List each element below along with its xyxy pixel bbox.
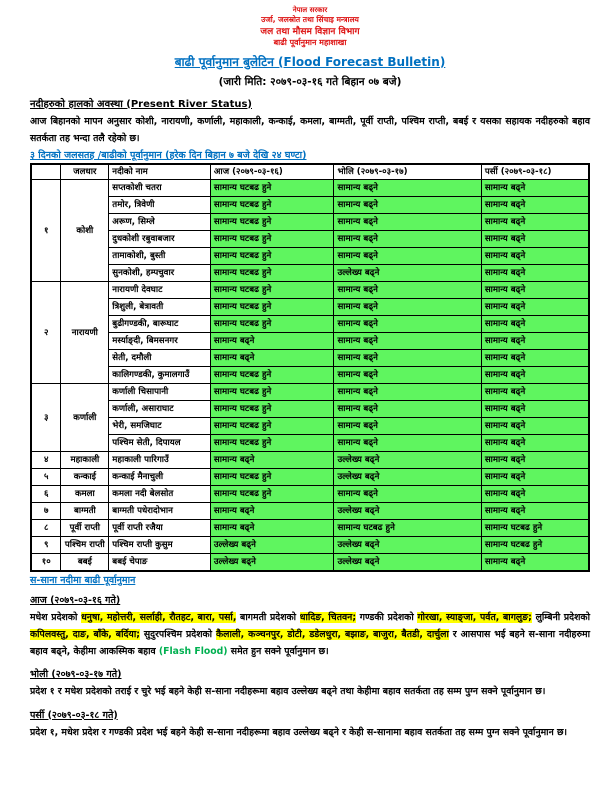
- station-name: कन्काई मैनाचुली: [109, 469, 211, 486]
- forecast-table-header: [31, 164, 589, 180]
- table-row: [31, 248, 589, 265]
- forecast-dayafter: सामान्य बढ्ने: [481, 265, 589, 282]
- forecast-dayafter: सामान्य बढ्ने: [481, 180, 589, 197]
- station-name: सप्तकोशी चतरा: [109, 180, 211, 197]
- table-row: [31, 401, 589, 418]
- table-row: [31, 469, 589, 486]
- forecast-today: सामान्य घटबढ हुने: [210, 418, 334, 435]
- forecast-dayafter: सामान्य बढ्ने: [481, 299, 589, 316]
- forecast-dayafter: सामान्य बढ्ने: [481, 231, 589, 248]
- table-row: [31, 520, 589, 537]
- basin-number: १: [31, 180, 61, 282]
- forecast-today: सामान्य घटबढ हुने: [210, 282, 334, 299]
- basin-name: कन्काई: [61, 469, 109, 486]
- forecast-dayafter: सामान्य बढ्ने: [481, 350, 589, 367]
- forecast-tomorrow: सामान्य बढ्ने: [334, 401, 481, 418]
- station-name: भेरी, समजिघाट: [109, 418, 211, 435]
- forecast-today: सामान्य घटबढ हुने: [210, 401, 334, 418]
- forecast-dayafter: सामान्य बढ्ने: [481, 401, 589, 418]
- basin-name: कोशी: [61, 180, 109, 282]
- table-row: [31, 231, 589, 248]
- highlighted-districts: गोरखा, स्याङ्जा, पर्वत, बागलुङ;: [417, 611, 532, 623]
- table-row: [31, 367, 589, 384]
- forecast-dayafter: सामान्य बढ्ने: [481, 282, 589, 299]
- issue-date: (जारी मिति: २०७९-०३-१६ गते बिहान ०७ बजे): [218, 75, 402, 88]
- forecast-today: उल्लेख्य बढ्ने: [210, 537, 334, 554]
- org-line-division: बाढी पूर्वानुमान महाशाखा: [273, 37, 347, 47]
- forecast-dayafter: सामान्य बढ्ने: [481, 197, 589, 214]
- forecast-today: सामान्य घटबढ हुने: [210, 435, 334, 452]
- forecast-tomorrow: सामान्य बढ्ने: [334, 180, 481, 197]
- station-name: सेती, दमौली: [109, 350, 211, 367]
- basin-number: ६: [31, 486, 61, 503]
- station-name: पश्चिम राप्ती कुसुम: [109, 537, 211, 554]
- forecast-today: सामान्य घटबढ हुने: [210, 214, 334, 231]
- body-text-segment: सुदुरपश्चिम प्रदेशको: [139, 629, 217, 641]
- small-rivers-heading: स-साना नदीमा बाढी पूर्वानुमान: [30, 574, 136, 586]
- forecast-dayafter: सामान्य बढ्ने: [481, 248, 589, 265]
- body-text-segment: समेत हुन सक्ने पूर्वानुमान छ।: [227, 646, 329, 658]
- basin-number: २: [31, 282, 61, 384]
- org-line-department: जल तथा मौसम विज्ञान विभाग: [260, 26, 360, 37]
- tomorrow-forecast-text: प्रदेश १ र मधेश प्रदेशको तराई र चुरे भई बहने केही स-साना नदीहरूमा बहाव उल्लेख्य बढ्ने तथा केहीमा बहाव सतर्कता तह सम्म पुग्न सक्ने पूर्वानुमान छ।: [30, 686, 546, 698]
- basin-name: बबई: [61, 554, 109, 571]
- table-row: [31, 452, 589, 469]
- forecast-today: सामान्य घटबढ हुने: [210, 299, 334, 316]
- forecast-dayafter: सामान्य घटबढ हुने: [481, 520, 589, 537]
- table-row: [31, 214, 589, 231]
- forecast-tomorrow: सामान्य बढ्ने: [334, 350, 481, 367]
- header-row: [31, 164, 589, 180]
- table-row: [31, 282, 589, 299]
- forecast-dayafter: सामान्य बढ्ने: [481, 486, 589, 503]
- station-name: बाग्मती पधेरादोभान: [109, 503, 211, 520]
- forecast-today: सामान्य बढ्ने: [210, 520, 334, 537]
- bulletin-title: बाढी पूर्वानुमान बुलेटिन (Flood Forecast Bulletin): [174, 54, 446, 69]
- present-status-body: आज बिहानको मापन अनुसार कोशी, नारायणी, कर्णाली, महाकाली, कन्काई, कमला, बाग्मती, पूर्वी राप्ती, पश्चिम राप्ती, बबई र यसका सहायक नदीहरुको बहाव सतर्कता तह भन्दा तलै रहेको छ।: [30, 115, 590, 144]
- basin-number: १०: [31, 554, 61, 571]
- forecast-tomorrow: सामान्य बढ्ने: [334, 214, 481, 231]
- station-name: त्रिशुली, बेत्रावती: [109, 299, 211, 316]
- table-row: [31, 384, 589, 401]
- forecast-tomorrow: सामान्य बढ्ने: [334, 418, 481, 435]
- basin-number: ५: [31, 469, 61, 486]
- basin-name: बाग्मती: [61, 503, 109, 520]
- station-name: कालिगण्डकी, कुमालगाउँ: [109, 367, 211, 384]
- forecast-tomorrow: उल्लेख्य बढ्ने: [334, 469, 481, 486]
- body-text-segment: र आसपास भई बहने स-साना नदीहरुमा बहाव बढ्ने, केहीमा आकस्मिक बहाव: [30, 629, 591, 658]
- station-name: कर्णाली चिसापानी: [109, 384, 211, 401]
- forecast-tomorrow: सामान्य बढ्ने: [334, 367, 481, 384]
- station-name: कमला नदी बेलसोत: [109, 486, 211, 503]
- forecast-dayafter: सामान्य बढ्ने: [481, 367, 589, 384]
- forecast-dayafter: सामान्य बढ्ने: [481, 554, 589, 571]
- highlighted-districts: धादिङ, चितवन;: [299, 611, 357, 623]
- station-name: महाकाली पारिगाउँ: [109, 452, 211, 469]
- table-row: [31, 197, 589, 214]
- forecast-today: सामान्य घटबढ हुने: [210, 316, 334, 333]
- basin-name: नारायणी: [61, 282, 109, 384]
- table-row: [31, 333, 589, 350]
- forecast-dayafter: सामान्य बढ्ने: [481, 503, 589, 520]
- today-forecast-text: [30, 609, 590, 661]
- forecast-table-body: [31, 180, 589, 571]
- basin-number: ७: [31, 503, 61, 520]
- forecast-dayafter: सामान्य बढ्ने: [481, 418, 589, 435]
- station-name: नारायणी देवघाट: [109, 282, 211, 299]
- forecast-tomorrow: उल्लेख्य बढ्ने: [334, 503, 481, 520]
- col-header-sn: [31, 164, 61, 180]
- station-name: सुनकोशी, हम्पचुवार: [109, 265, 211, 282]
- station-name: बुढीगण्डकी, बारूघाट: [109, 316, 211, 333]
- forecast-tomorrow: सामान्य बढ्ने: [334, 435, 481, 452]
- basin-name: पश्चिम राप्ती: [61, 537, 109, 554]
- highlighted-districts: कैलाली, कञ्चनपुर, डोटी, डडेलधुरा, बझाङ, बाजुरा, बैतडी, दार्चुला: [216, 629, 449, 641]
- forecast-tomorrow: उल्लेख्य बढ्ने: [334, 554, 481, 571]
- forecast-dayafter: सामान्य बढ्ने: [481, 384, 589, 401]
- station-name: पश्चिम सेती, दिपायल: [109, 435, 211, 452]
- table-row: [31, 418, 589, 435]
- forecast-dayafter: सामान्य घटबढ हुने: [481, 537, 589, 554]
- forecast-table: [30, 163, 590, 572]
- basin-name: पूर्वी राप्ती: [61, 520, 109, 537]
- forecast-tomorrow: सामान्य बढ्ने: [334, 282, 481, 299]
- col-header-tomorrow: भोलि (२०७९-०३-१७): [334, 164, 481, 180]
- basin-number: ९: [31, 537, 61, 554]
- forecast-tomorrow: उल्लेख्य बढ्ने: [334, 537, 481, 554]
- table-row: [31, 503, 589, 520]
- body-text-segment: मधेश प्रदेशको: [30, 611, 82, 623]
- present-status-heading: नदीहरुको हालको अवस्था (Present River Status): [30, 98, 252, 110]
- basin-name: महाकाली: [61, 452, 109, 469]
- forecast-today: सामान्य घटबढ हुने: [210, 265, 334, 282]
- table-row: [31, 435, 589, 452]
- forecast-today: सामान्य घटबढ हुने: [210, 384, 334, 401]
- body-text-segment: लुम्बिनी प्रदेशको: [531, 611, 590, 623]
- forecast-tomorrow: सामान्य बढ्ने: [334, 197, 481, 214]
- forecast-today: सामान्य घटबढ हुने: [210, 248, 334, 265]
- table-row: [31, 350, 589, 367]
- forecast-today: सामान्य घटबढ हुने: [210, 469, 334, 486]
- tomorrow-label: भोली (२०७९-०३-१७ गते): [30, 669, 122, 681]
- forecast-today: सामान्य घटबढ हुने: [210, 180, 334, 197]
- dayafter-forecast-text: प्रदेश १, मधेश प्रदेश र गण्डकी प्रदेश भई बहने केही स-साना नदीहरूमा बहाव उल्लेख्य बढ्ने र केही स-सानामा बहाव सतर्कता तह सम्म पुग्न सक्ने पूर्वानुमान छ।: [30, 726, 568, 738]
- table-row: [31, 316, 589, 333]
- forecast-tomorrow: सामान्य बढ्ने: [334, 316, 481, 333]
- forecast-today: सामान्य बढ्ने: [210, 503, 334, 520]
- forecast-tomorrow: सामान्य बढ्ने: [334, 486, 481, 503]
- table-row: [31, 265, 589, 282]
- forecast-tomorrow: उल्लेख्य बढ्ने: [334, 265, 481, 282]
- present-status-section: [30, 89, 590, 147]
- station-name: मर्स्याङ्दी, बिमसनगर: [109, 333, 211, 350]
- forecast-tomorrow: सामान्य बढ्ने: [334, 231, 481, 248]
- basin-number: ३: [31, 384, 61, 452]
- forecast-table-heading: ३ दिनको जलसतह /बाढीको पूर्वानुमान (हरेक दिन बिहान ७ बजे देखि २४ घण्टा): [30, 149, 307, 161]
- forecast-tomorrow: सामान्य बढ्ने: [334, 248, 481, 265]
- forecast-today: सामान्य बढ्ने: [210, 333, 334, 350]
- table-row: [31, 486, 589, 503]
- basin-name: कमला: [61, 486, 109, 503]
- forecast-tomorrow: सामान्य बढ्ने: [334, 333, 481, 350]
- forecast-dayafter: सामान्य बढ्ने: [481, 435, 589, 452]
- highlighted-districts: कपिलवस्तु, दाङ, बाँके, बर्दिया;: [30, 629, 140, 641]
- highlighted-districts: धनुषा, महोत्तरी, सर्लाही, रौतहट, बारा, पर्सा,: [81, 611, 237, 623]
- col-header-today: आज (२०७९-०३-१६): [210, 164, 334, 180]
- forecast-dayafter: सामान्य बढ्ने: [481, 452, 589, 469]
- station-name: दुधकोशी रबुवाबजार: [109, 231, 211, 248]
- table-row: [31, 537, 589, 554]
- forecast-dayafter: सामान्य बढ्ने: [481, 333, 589, 350]
- col-header-dayafter: पर्सी (२०७९-०३-१८): [481, 164, 589, 180]
- forecast-today: सामान्य बढ्ने: [210, 350, 334, 367]
- forecast-today: सामान्य घटबढ हुने: [210, 231, 334, 248]
- forecast-dayafter: सामान्य बढ्ने: [481, 469, 589, 486]
- forecast-today: सामान्य घटबढ हुने: [210, 367, 334, 384]
- forecast-tomorrow: सामान्य बढ्ने: [334, 384, 481, 401]
- station-name: पूर्वी राप्ती रजैया: [109, 520, 211, 537]
- body-text-segment: गण्डकी प्रदेशको: [356, 611, 418, 623]
- today-label: आज (२०७९-०३-१६ गते): [30, 594, 121, 606]
- flash-flood-label: (Flash Flood): [158, 646, 228, 658]
- document-header: [30, 6, 590, 89]
- table-row: [31, 180, 589, 197]
- org-line-government: नेपाल सरकार: [292, 6, 328, 14]
- forecast-today: सामान्य बढ्ने: [210, 452, 334, 469]
- basin-name: कर्णाली: [61, 384, 109, 452]
- table-row: [31, 299, 589, 316]
- forecast-dayafter: सामान्य बढ्ने: [481, 316, 589, 333]
- forecast-today: सामान्य घटबढ हुने: [210, 197, 334, 214]
- basin-number: ८: [31, 520, 61, 537]
- station-name: कर्णाली, असाराघाट: [109, 401, 211, 418]
- forecast-dayafter: सामान्य बढ्ने: [481, 214, 589, 231]
- col-header-river: नदीको नाम: [109, 164, 211, 180]
- forecast-tomorrow: उल्लेख्य बढ्ने: [334, 452, 481, 469]
- table-row: [31, 554, 589, 571]
- basin-number: ४: [31, 452, 61, 469]
- forecast-tomorrow: सामान्य घटबढ हुने: [334, 520, 481, 537]
- col-header-basin: जलधार: [61, 164, 109, 180]
- forecast-today: सामान्य घटबढ हुने: [210, 486, 334, 503]
- station-name: तामाकोशी, बुस्ती: [109, 248, 211, 265]
- body-text-segment: बागमती प्रदेशको: [236, 611, 300, 623]
- station-name: बबई चेपाङ: [109, 554, 211, 571]
- station-name: अरूण, सिम्ले: [109, 214, 211, 231]
- small-rivers-section: [30, 573, 590, 741]
- forecast-tomorrow: सामान्य बढ्ने: [334, 299, 481, 316]
- dayafter-label: पर्सी (२०७९-०३-१८ गते): [30, 709, 118, 721]
- forecast-today: उल्लेख्य बढ्ने: [210, 554, 334, 571]
- org-line-ministry: उर्जा, जलस्रोत तथा सिंचाइ मन्त्रालय: [261, 15, 359, 25]
- station-name: तमोर, त्रिवेणी: [109, 197, 211, 214]
